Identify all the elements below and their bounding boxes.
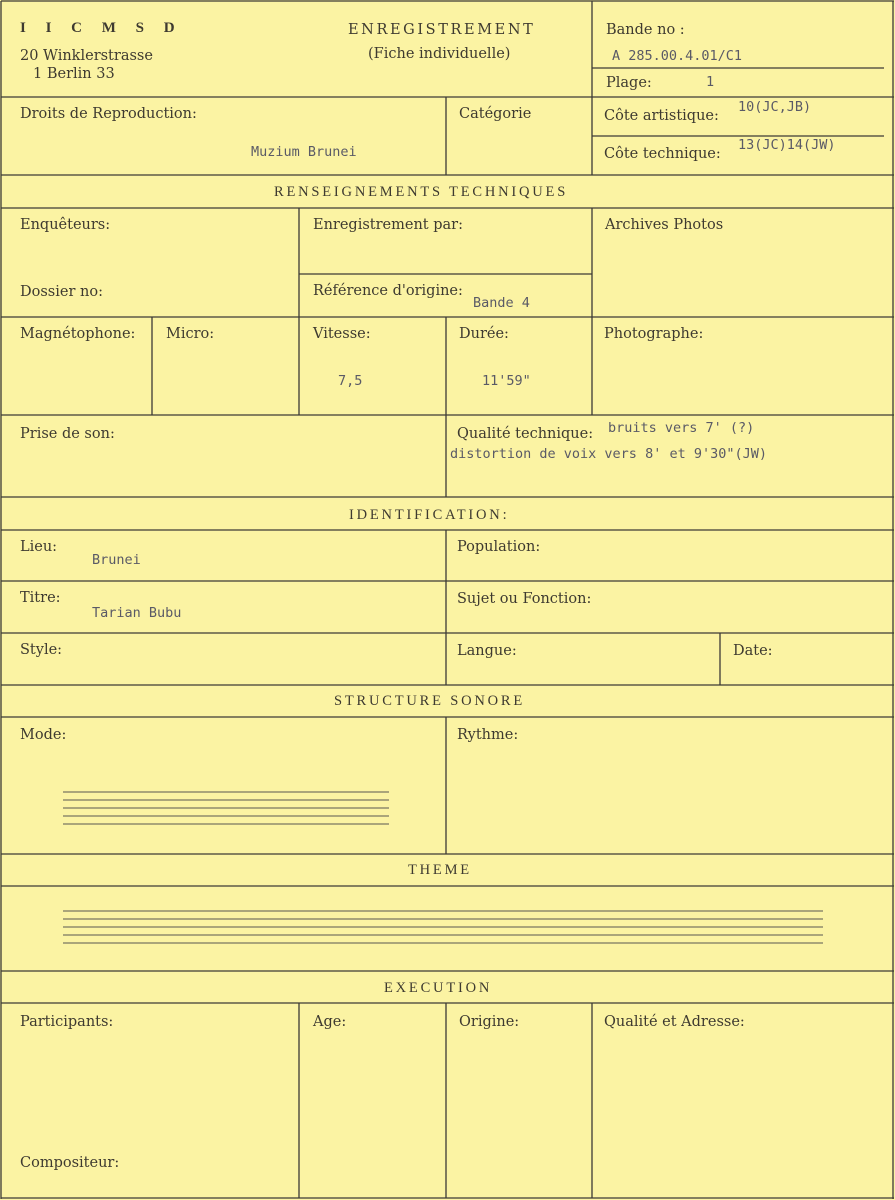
droits-reproduction-value: Muzium Brunei bbox=[251, 144, 357, 160]
sujet-fonction-label: Sujet ou Fonction: bbox=[457, 591, 592, 607]
participants-label: Participants: bbox=[20, 1014, 114, 1030]
section-structure-sonore: STRUCTURE SONORE bbox=[334, 693, 526, 709]
vitesse-value: 7,5 bbox=[338, 373, 363, 389]
qualite-technique-value-line2: distortion de voix vers 8' et 9'30"(JW) bbox=[450, 446, 767, 462]
photographe-label: Photographe: bbox=[604, 326, 704, 342]
bande-value: A 285.00.4.01/C1 bbox=[612, 48, 743, 64]
archives-photos-label: Archives Photos bbox=[605, 217, 724, 233]
population-label: Population: bbox=[457, 539, 541, 555]
section-identification: IDENTIFICATION: bbox=[349, 507, 510, 523]
section-renseignements-techniques: RENSEIGNEMENTS TECHNIQUES bbox=[274, 184, 569, 200]
duree-label: Durée: bbox=[459, 326, 509, 342]
prise-de-son-label: Prise de son: bbox=[20, 426, 115, 442]
origine-label: Origine: bbox=[459, 1014, 520, 1030]
mode-label: Mode: bbox=[20, 727, 67, 743]
enqueteurs-label: Enquêteurs: bbox=[20, 217, 111, 233]
compositeur-label: Compositeur: bbox=[20, 1155, 120, 1171]
enregistrement-par-label: Enregistrement par: bbox=[313, 217, 463, 233]
institute-logo: I I C M S D bbox=[20, 20, 183, 36]
duree-value: 11'59" bbox=[482, 373, 531, 389]
dossier-label: Dossier no: bbox=[20, 284, 103, 300]
bande-label: Bande no : bbox=[606, 22, 685, 38]
cote-technique-label: Côte technique: bbox=[604, 146, 721, 162]
form-title: ENREGISTREMENT bbox=[348, 22, 536, 38]
vitesse-label: Vitesse: bbox=[313, 326, 371, 342]
date-label: Date: bbox=[733, 643, 773, 659]
lieu-value: Brunei bbox=[92, 552, 141, 568]
form-subtitle: (Fiche individuelle) bbox=[368, 46, 511, 62]
magnetophone-label: Magnétophone: bbox=[20, 326, 136, 342]
address-city: 1 Berlin 33 bbox=[33, 66, 115, 82]
titre-label: Titre: bbox=[20, 590, 61, 606]
rythme-label: Rythme: bbox=[457, 727, 519, 743]
address-street: 20 Winklerstrasse bbox=[20, 48, 153, 64]
reference-origine-label: Référence d'origine: bbox=[313, 283, 463, 299]
plage-value: 1 bbox=[706, 74, 715, 90]
cote-artistique-value: 10(JC,JB) bbox=[738, 99, 812, 115]
plage-label: Plage: bbox=[606, 75, 652, 91]
qualite-technique-label: Qualité technique: bbox=[457, 426, 594, 442]
age-label: Age: bbox=[313, 1014, 347, 1030]
lieu-label: Lieu: bbox=[20, 539, 58, 555]
section-execution: EXECUTION bbox=[384, 980, 493, 996]
style-label: Style: bbox=[20, 642, 63, 658]
qualite-technique-value-line1: bruits vers 7' (?) bbox=[608, 420, 755, 436]
qualite-adresse-label: Qualité et Adresse: bbox=[604, 1014, 745, 1030]
langue-label: Langue: bbox=[457, 643, 517, 659]
droits-reproduction-label: Droits de Reproduction: bbox=[20, 106, 197, 122]
section-theme: THEME bbox=[408, 862, 472, 878]
categorie-label: Catégorie bbox=[459, 106, 532, 122]
cote-technique-value: 13(JC)14(JW) bbox=[738, 137, 836, 153]
micro-label: Micro: bbox=[166, 326, 215, 342]
titre-value: Tarian Bubu bbox=[92, 605, 182, 621]
cote-artistique-label: Côte artistique: bbox=[604, 108, 719, 124]
reference-origine-value: Bande 4 bbox=[473, 295, 530, 311]
